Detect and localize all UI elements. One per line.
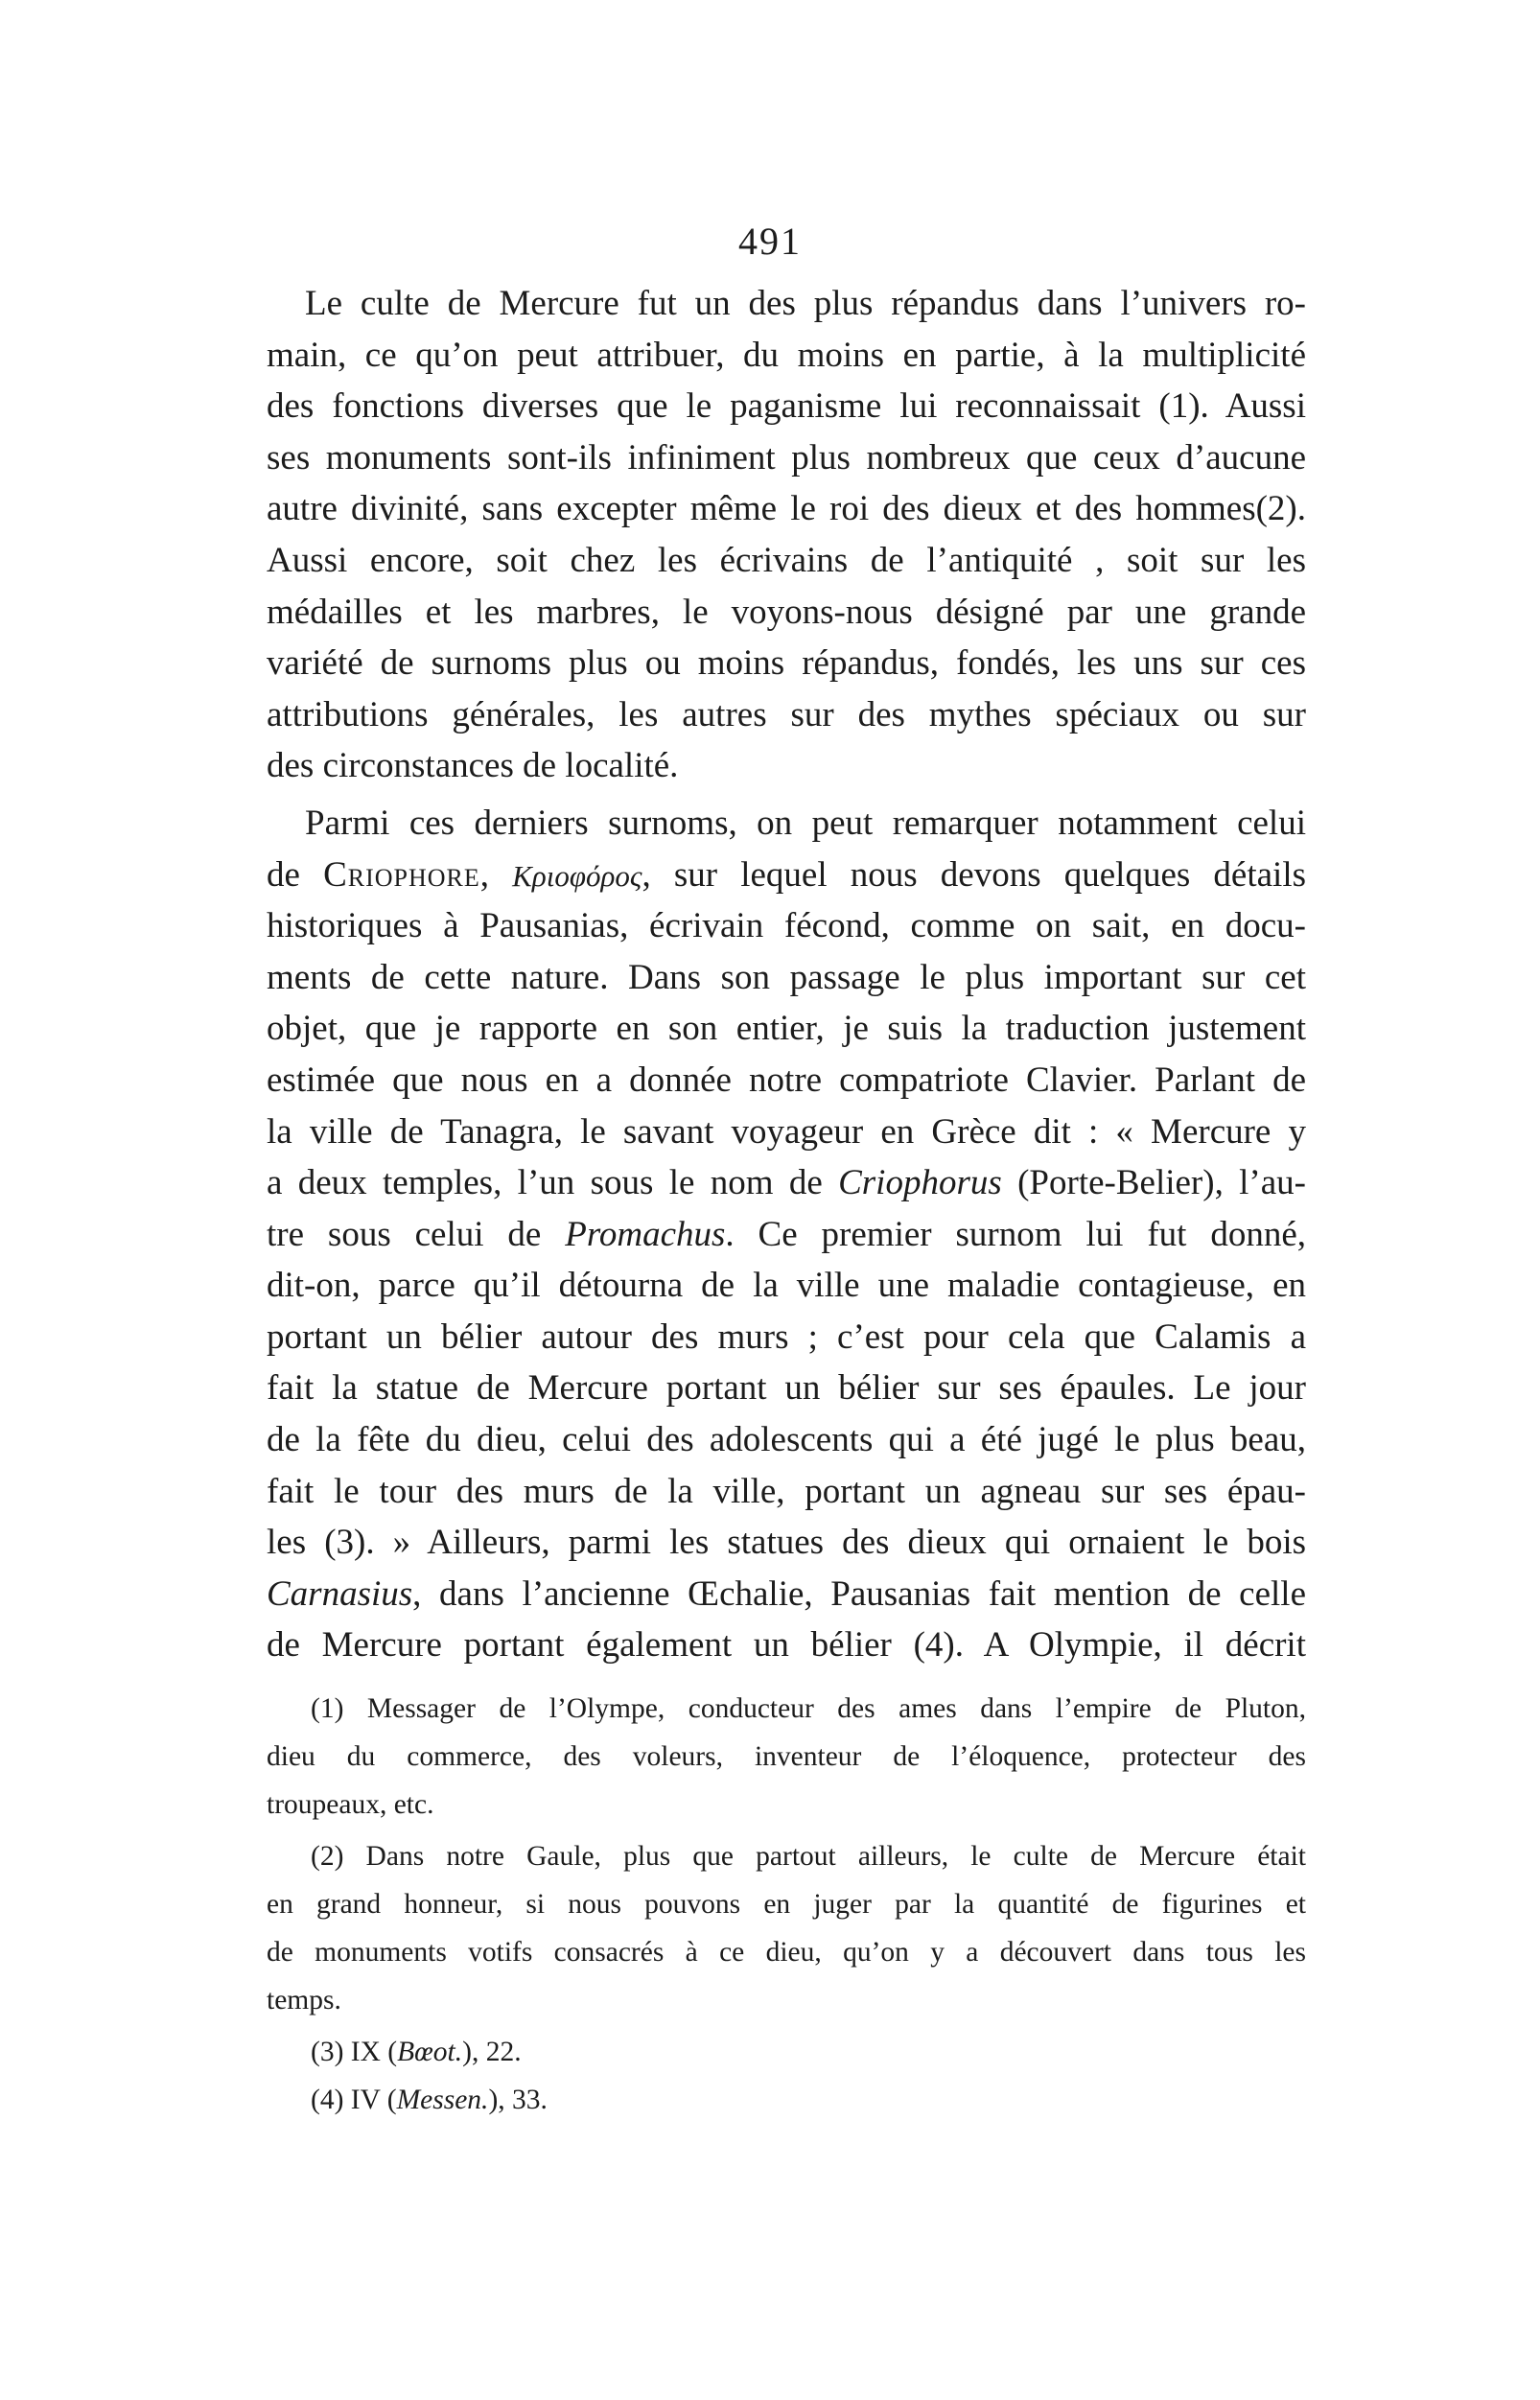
text-fragment: ), 33. bbox=[488, 2085, 548, 2115]
text-line: fait le tour des murs de la ville, portant un agneau sur ses épau- bbox=[267, 1471, 1306, 1511]
text-line: les (3). » Ailleurs, parmi les statues des dieux qui ornaient le bois bbox=[267, 1523, 1306, 1563]
italic-term: Carnasius bbox=[267, 1573, 413, 1614]
text-line: médailles et les marbres, le voyons-nous désigné par une grande bbox=[267, 592, 1306, 632]
text-line: autre divinité, sans excepter même le roi des dieux et des hommes(2). bbox=[267, 489, 1306, 529]
page-number: 491 bbox=[738, 220, 802, 263]
footnote-line: temps. bbox=[267, 1985, 341, 2016]
text-fragment: . Ce premier surnom lui fut donné, bbox=[725, 1214, 1306, 1254]
text-line bbox=[267, 850, 1306, 901]
text-fragment: ), 22. bbox=[462, 2037, 522, 2067]
footnote-4 bbox=[267, 2076, 1306, 2124]
text-line: Parmi ces derniers surnoms, on peut remarquer notamment celui bbox=[305, 803, 1306, 843]
text-line: la ville de Tanagra, le savant voyageur en Grèce dit : « Mercure y bbox=[267, 1111, 1306, 1152]
text-line: des fonctions diverses que le paganisme lui reconnaissait (1). Aussi bbox=[267, 386, 1306, 427]
text-line: portant un bélier autour des murs ; c’est pour cela que Calamis a bbox=[267, 1317, 1306, 1357]
footnote-line: en grand honneur, si nous pouvons en juger par la quantité de figurines et bbox=[267, 1889, 1306, 1920]
text-fragment: (Porte-Belier), l’au- bbox=[1001, 1163, 1306, 1203]
text-line: Le culte de Mercure fut un des plus répandus dans l’univers ro- bbox=[305, 284, 1306, 323]
italic-term: Promachus bbox=[565, 1214, 726, 1254]
footnote-line: (2) Dans notre Gaule, plus que partout ailleurs, le culte de Mercure était bbox=[311, 1841, 1306, 1872]
text-fragment: (4) IV ( bbox=[311, 2085, 397, 2115]
text-line: ments de cette nature. Dans son passage le plus important sur cet bbox=[267, 957, 1306, 997]
footnotes bbox=[267, 1685, 1306, 2124]
criophore-smallcaps: Criophore bbox=[323, 854, 480, 895]
text-line: fait la statue de Mercure portant un bélier sur ses épaules. Le jour bbox=[267, 1368, 1306, 1409]
footnote-1 bbox=[267, 1685, 1306, 1829]
paragraph-2 bbox=[267, 798, 1306, 1671]
greek-word: Κριοφόρος bbox=[512, 858, 642, 893]
paragraph-1 bbox=[267, 278, 1306, 792]
footnote-line bbox=[267, 2028, 1306, 2076]
text-fragment: , sur lequel nous devons quelques détails bbox=[642, 854, 1306, 895]
text-line: de Mercure portant également un bélier (4). A Olympie, il décrit bbox=[267, 1625, 1306, 1666]
text-fragment: a deux temples, l’un sous le nom de bbox=[267, 1163, 839, 1203]
text-line bbox=[267, 1209, 1306, 1261]
text-line: variété de surnoms plus ou moins répandus, fondés, les uns sur ces bbox=[267, 643, 1306, 684]
text-fragment: (3) IX ( bbox=[311, 2037, 398, 2067]
text-line: main, ce qu’on peut attribuer, du moins en partie, à la multiplicité bbox=[267, 335, 1306, 375]
text-line: historiques à Pausanias, écrivain fécond, comme on sait, en docu- bbox=[267, 906, 1306, 946]
text-line: de la fête du dieu, celui des adolescents qui a été jugé le plus beau, bbox=[267, 1420, 1306, 1460]
italic-abbrev: Bœot. bbox=[397, 2037, 463, 2067]
footnote-line: (1) Messager de l’Olympe, conducteur des ames dans l’empire de Pluton, bbox=[311, 1693, 1306, 1724]
text-line: attributions générales, les autres sur des mythes spéciaux ou sur bbox=[267, 694, 1306, 734]
footnote-3 bbox=[267, 2028, 1306, 2076]
footnote-2 bbox=[267, 1832, 1306, 2024]
footnote-line: dieu du commerce, des voleurs, inventeur de l’éloquence, protecteur des bbox=[267, 1741, 1306, 1772]
text-line: estimée que nous en a donnée notre compatriote Clavier. Parlant de bbox=[267, 1060, 1306, 1100]
text-fragment: , dans l’ancienne Œchalie, Pausanias fait mention de celle bbox=[412, 1573, 1306, 1614]
text-line: dit-on, parce qu’il détourna de la ville une maladie contagieuse, en bbox=[267, 1266, 1306, 1306]
text-line: ses monuments sont-ils infiniment plus nombreux que ceux d’aucune bbox=[267, 437, 1306, 478]
footnote-line: troupeaux, etc. bbox=[267, 1789, 434, 1820]
footnote-line: de monuments votifs consacrés à ce dieu, qu’on y a découvert dans tous les bbox=[267, 1937, 1306, 1968]
text-fragment: , bbox=[479, 854, 513, 895]
text-line bbox=[267, 1157, 1306, 1209]
text-line: Aussi encore, soit chez les écrivains de l’antiquité , soit sur les bbox=[267, 540, 1306, 580]
main-text bbox=[267, 278, 1306, 1671]
italic-term: Criophorus bbox=[838, 1163, 1002, 1203]
text-fragment: de bbox=[267, 854, 324, 895]
text-line: objet, que je rapporte en son entier, je suis la traduction justement bbox=[267, 1009, 1306, 1049]
text-line bbox=[267, 1569, 1306, 1620]
text-fragment: tre sous celui de bbox=[267, 1214, 566, 1254]
footnote-line bbox=[267, 2076, 1306, 2124]
italic-abbrev: Messen. bbox=[396, 2085, 489, 2115]
text-line: des circonstances de localité. bbox=[267, 746, 679, 786]
